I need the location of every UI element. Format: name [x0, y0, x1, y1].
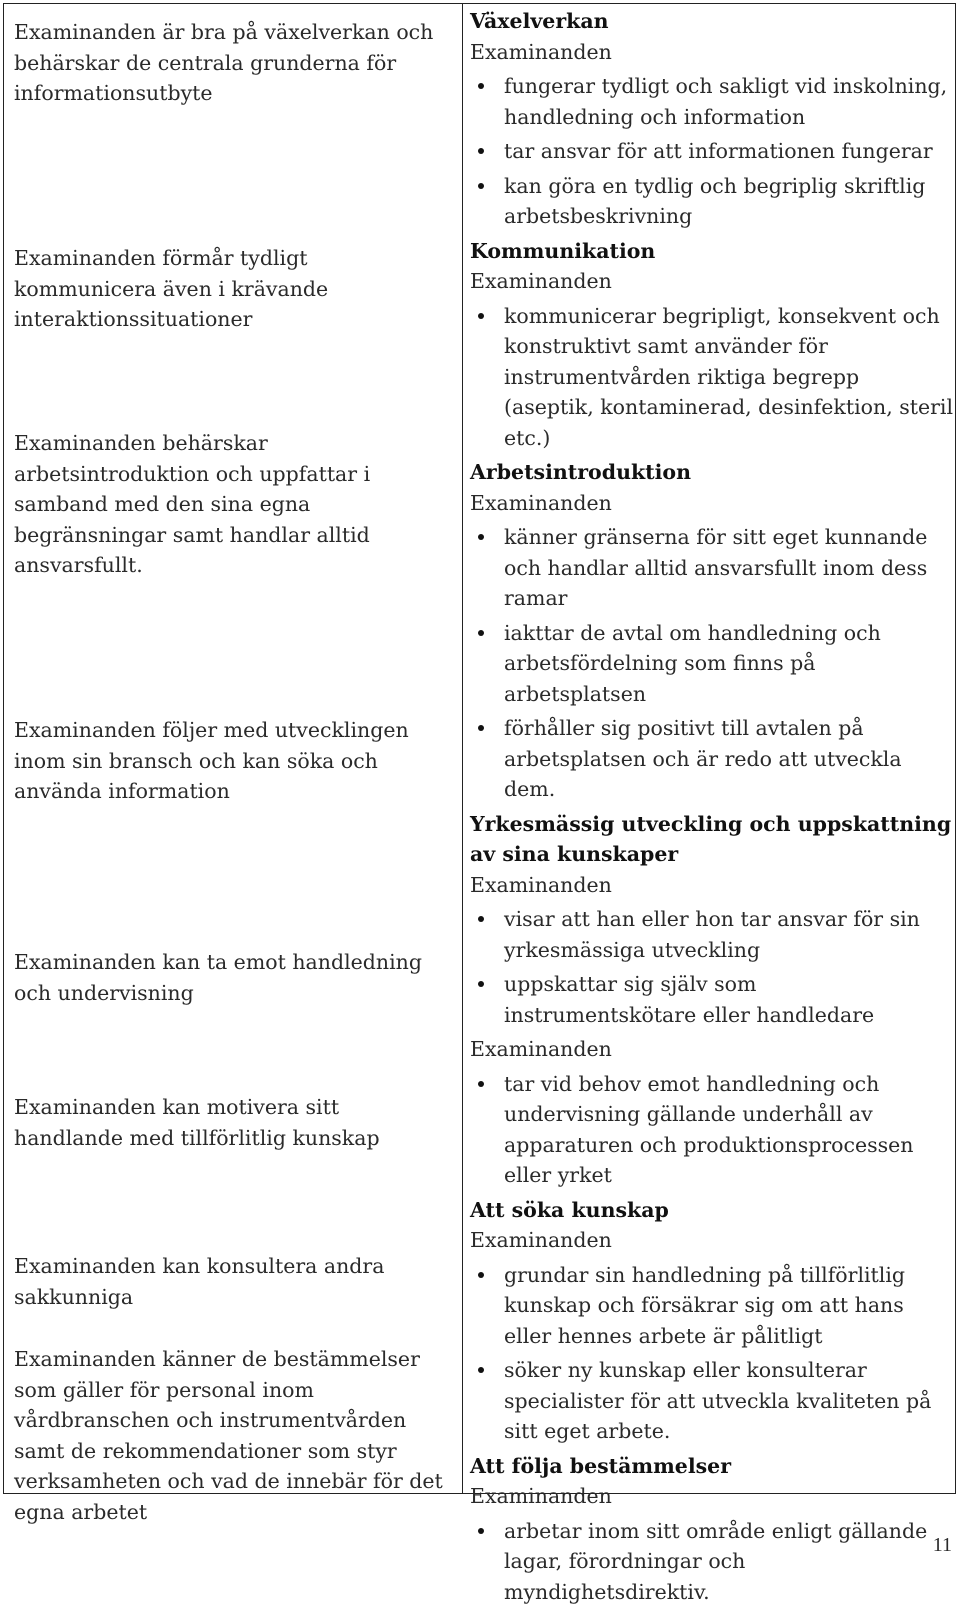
section-title: Kommunikation: [470, 238, 656, 263]
bullet-list: [470, 1516, 954, 1608]
bullet-list: [470, 904, 954, 1030]
bullet-list: [470, 522, 954, 805]
bullet-item: söker ny kunskap eller konsulterar specialister för att utveckla kvaliteten på sitt eget arbete.: [470, 1355, 954, 1447]
criterion-text: Examinanden behärskar arbetsintroduktion och uppfattar i samband med den sina egna begränsningar samt handlar alltid ansvarsfullt.: [14, 431, 371, 577]
criterion-text: Examinanden är bra på växelverkan och behärskar de centrala grunderna för informationsutbyte: [14, 20, 434, 105]
bullet-item: grundar sin handledning på tillförlitlig kunskap och försäkrar sig om att hans eller hennes arbete är pålitligt: [470, 1260, 954, 1352]
page-number: 11: [932, 1534, 952, 1556]
criterion-text: Examinanden förmår tydligt kommunicera även i krävande interaktionssituationer: [14, 246, 329, 331]
criterion-text: Examinanden kan ta emot handledning och undervisning: [14, 950, 422, 1005]
section-lead: Examinanden: [470, 39, 612, 64]
criterion-text: Examinanden kan konsultera andra sakkunniga: [14, 1254, 385, 1309]
criterion-text: Examinanden känner de bestämmelser som gäller för personal inom vårdbranschen och instrumentvården samt de rekommendationer som styr verksamheten och vad de innebär för det egna arbetet: [14, 1347, 443, 1524]
section-title: Arbetsintroduktion: [470, 460, 692, 484]
section-title: Att söka kunskap: [470, 1197, 669, 1222]
bullet-item: iakttar de avtal om handledning och arbetsfördelning som finns på arbetsplatsen: [470, 618, 954, 710]
section-lead: Examinanden: [470, 490, 612, 515]
assessment-column: [470, 6, 954, 1611]
bullet-list: [470, 1069, 954, 1191]
column-divider: [462, 4, 463, 1493]
bullet-item: kommunicerar begripligt, konsekvent och konstruktivt samt använder för instrumentvården riktiga begrepp (aseptik, kontaminerad, desinfektion, steril etc.): [470, 301, 954, 454]
bullet-item: tar ansvar för att informationen fungerar: [470, 136, 954, 167]
bullet-item: arbetar inom sitt område enligt gällande lagar, förordningar och myndighetsdirektiv.: [470, 1516, 954, 1608]
bullet-item: förhåller sig positivt till avtalen på arbetsplatsen och är redo att utveckla dem.: [470, 713, 954, 805]
bullet-list: [470, 301, 954, 454]
section-title: Växelverkan: [470, 9, 609, 33]
section-lead: Examinanden: [470, 1228, 612, 1252]
bullet-item: visar att han eller hon tar ansvar för sin yrkesmässiga utveckling: [470, 904, 954, 965]
section-title: Yrkesmässig utveckling och uppskattning av sina kunskaper: [470, 811, 952, 866]
section-title: Att följa bestämmelser: [470, 1453, 732, 1478]
bullet-item: tar vid behov emot handledning och undervisning gällande underhåll av apparaturen och produktionsprocessen eller yrket: [470, 1069, 954, 1191]
bullet-list: [470, 71, 954, 232]
criterion-text: Examinanden kan motivera sitt handlande med tillförlitlig kunskap: [14, 1095, 380, 1150]
bullet-item: uppskattar sig själv som instrumentskötare eller handledare: [470, 969, 954, 1030]
section-lead: Examinanden: [470, 1037, 612, 1061]
section-lead: Examinanden: [470, 1484, 612, 1508]
bullet-item: känner gränserna för sitt eget kunnande och handlar alltid ansvarsfullt inom dess ramar: [470, 522, 954, 614]
section-lead: Examinanden: [470, 269, 612, 293]
bullet-item: kan göra en tydlig och begriplig skriftlig arbetsbeskrivning: [470, 171, 954, 232]
bullet-list: [470, 1260, 954, 1447]
section-lead: Examinanden: [470, 872, 612, 897]
bullet-item: fungerar tydligt och sakligt vid inskolning, handledning och information: [470, 71, 954, 132]
criterion-text: Examinanden följer med utvecklingen inom sin bransch och kan söka och använda information: [14, 718, 409, 803]
